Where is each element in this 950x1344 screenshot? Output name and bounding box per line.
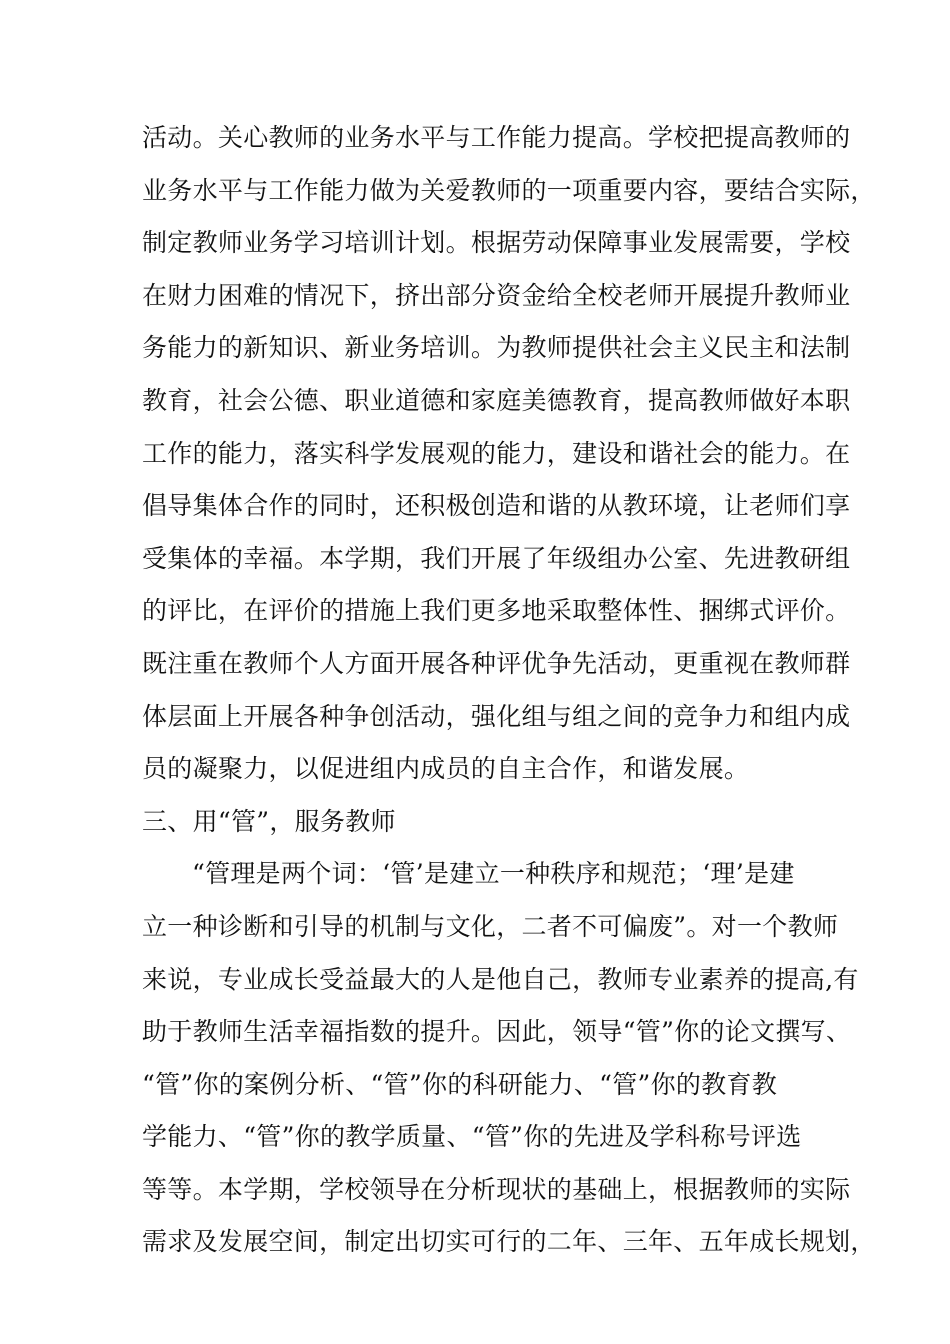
- text-line: 工作的能力，落实科学发展观的能力，建设和谐社会的能力。在: [142, 438, 851, 468]
- body-text: [142, 112, 876, 1269]
- text-line: 来说，专业成长受益最大的人是他自己，教师专业素养的提高,有: [142, 964, 859, 994]
- section-heading: 三、用“管”，服务教师: [142, 806, 396, 836]
- text-line: 学能力、“管”你的教学质量、“管”你的先进及学科称号评选: [142, 1122, 802, 1152]
- text-line: 助于教师生活幸福指数的提升。因此，领导“管”你的论文撰写、: [142, 1017, 852, 1047]
- text-line: 教育，社会公德、职业道德和家庭美德教育，提高教师做好本职: [142, 385, 851, 415]
- text-line: 活动。关心教师的业务水平与工作能力提高。学校把提高教师的: [142, 123, 851, 152]
- text-line: 员的凝聚力，以促进组内成员的自主合作，和谐发展。: [142, 754, 750, 784]
- text-line: 等等。本学期，学校领导在分析现状的基础上，根据教师的实际: [142, 1174, 851, 1204]
- text-line: “管理是两个词：‘管’是建立一种秩序和规范；‘理’是建: [192, 859, 795, 889]
- text-line: 既注重在教师个人方面开展各种评优争先活动，更重视在教师群: [142, 648, 851, 678]
- text-line: 的评比，在评价的措施上我们更多地采取整体性、捆绑式评价。: [142, 596, 851, 626]
- text-line: 务能力的新知识、新业务培训。为教师提供社会主义民主和法制: [142, 333, 851, 363]
- text-line: 倡导集体合作的同时，还积极创造和谐的从教环境，让老师们享: [142, 491, 851, 521]
- text-line: 制定教师业务学习培训计划。根据劳动保障事业发展需要，学校: [142, 228, 851, 258]
- text-line: 业务水平与工作能力做为关爱教师的一项重要内容，要结合实际，: [142, 175, 876, 205]
- text-line: 受集体的幸福。本学期，我们开展了年级组办公室、先进教研组: [142, 543, 851, 573]
- text-line: 在财力困难的情况下，挤出部分资金给全校老师开展提升教师业: [142, 280, 851, 310]
- text-line: “管”你的案例分析、“管”你的科研能力、“管”你的教育教: [142, 1069, 778, 1099]
- text-line: 立一种诊断和引导的机制与文化，二者不可偏废”。对一个教师: [142, 911, 839, 941]
- text-line: 体层面上开展各种争创活动，强化组与组之间的竞争力和组内成: [142, 701, 851, 731]
- text-line: 需求及发展空间，制定出切实可行的二年、三年、五年成长规划，: [142, 1227, 876, 1257]
